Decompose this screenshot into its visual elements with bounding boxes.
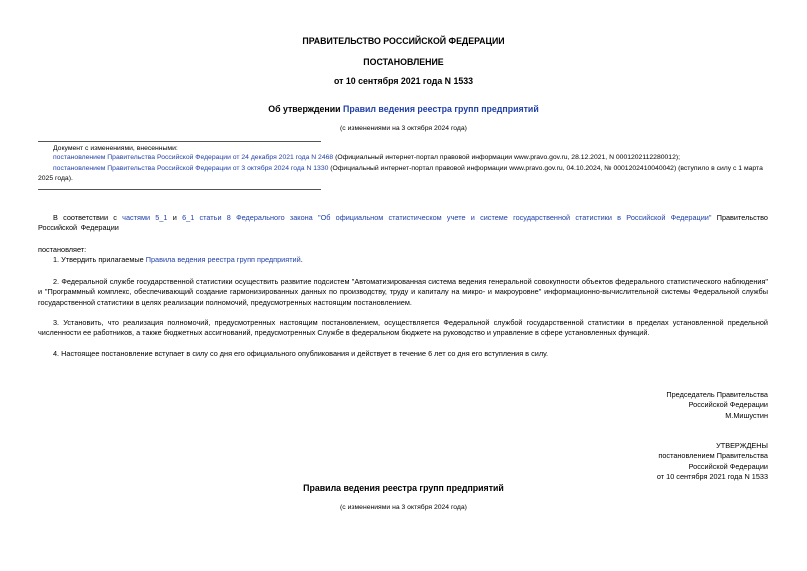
basis-link-parts[interactable]: частями 5_1 [122, 213, 168, 222]
title-prefix: Об утверждении [268, 104, 343, 114]
changes-intro: Документ с изменениями, внесенными: [53, 145, 178, 152]
change-item-2 [38, 164, 773, 183]
change-item-2-text: (Официальный интернет-портал правовой информации www.pravo.gov.ru, 04.10.2024, № 0001202410040042) (вступило в силу с 1 марта 2025 года). [38, 165, 763, 182]
basis-link-law[interactable]: 6_1 статьи 8 Федерального закона "Об официальном статистическом учете и системе государственной статистики в Российской Федерации" [182, 213, 712, 222]
basis-text-pre: В соответствии с [53, 213, 123, 222]
change-item-1 [53, 153, 773, 163]
divider-top [38, 141, 321, 142]
approval-block [468, 441, 768, 482]
document-title [0, 103, 807, 115]
signature-position: Председатель Правительства [666, 390, 768, 399]
approval-country: Российской Федерации [688, 461, 768, 471]
approval-by: постановлением Правительства [658, 451, 768, 461]
basis-text-mid: и [167, 213, 183, 222]
document-date-number: от 10 сентября 2021 года N 1533 [333, 76, 474, 86]
approval-date-number: от 10 сентября 2021 года N 1533 [656, 472, 768, 482]
signature-country: Российской Федерации [688, 400, 768, 410]
approval-heading: УТВЕРЖДЕНЫ [716, 441, 768, 450]
basis-paragraph [38, 213, 768, 234]
rules-amendment-note: (с изменениями на 3 октября 2024 года) [340, 504, 467, 511]
document-type: ПОСТАНОВЛЕНИЕ [363, 57, 444, 67]
government-heading: ПРАВИТЕЛЬСТВО РОССИЙСКОЙ ФЕДЕРАЦИИ [302, 36, 505, 46]
decides-text: постановляет: [38, 245, 87, 254]
title-link[interactable]: Правил ведения реестра групп предприятий [343, 104, 539, 114]
paragraph-2: 2. Федеральной службе государственной статистики осуществить развитие подсистем "Автоматизированная система ведения генеральной совокупности объектов федерального статистического наблюдения" и "Программный комплекс, обеспечивающий создание гармонизированных данных по производству, труду и капиталу на микро- и макроуровне" информационно-вычислительной системы Федеральной службы государственной статистики в целях реализации полномочий, предусмотренных настоящим постановлением. [38, 277, 768, 307]
rules-title: Правила ведения реестра групп предприятий [303, 483, 504, 493]
divider-bottom [38, 189, 321, 190]
amendment-note: (с изменениями на 3 октября 2024 года) [340, 125, 467, 132]
change-link-2[interactable]: постановлением Правительства Российской Федерации от 3 октября 2024 года N 1330 [53, 165, 329, 172]
change-link-1[interactable]: постановлением Правительства Российской Федерации от 24 декабря 2021 года N 2468 [53, 154, 334, 161]
paragraph-4: 4. Настоящее постановление вступает в силу со дня его официального опубликования и действует в течение 6 лет со дня его вступления в силу. [53, 349, 549, 358]
rules-link[interactable]: Правила ведения реестра групп предприятий [145, 255, 301, 264]
change-item-1-text: (Официальный интернет-портал правовой информации www.pravo.gov.ru, 28.12.2021, N 0001202112280012); [333, 154, 681, 161]
paragraph-3: 3. Установить, что реализация полномочий, предусмотренных настоящим постановлением, осуществляется Федеральной службой государственной статистики в пределах установленной предельной численности ее работников, а также бюджетных ассигнований, предусмотренных Службе в федеральном бюджете на руководство и управление в сфере установленных функций. [38, 318, 768, 338]
paragraph-1 [53, 255, 303, 265]
basis-text-post: Правительство Российской Федерации [38, 213, 768, 233]
paragraph-1-post: . [300, 255, 303, 264]
signature-block [468, 390, 768, 421]
signature-name: М.Мишустин [725, 410, 768, 420]
paragraph-1-pre: 1. Утвердить прилагаемые [53, 255, 146, 264]
